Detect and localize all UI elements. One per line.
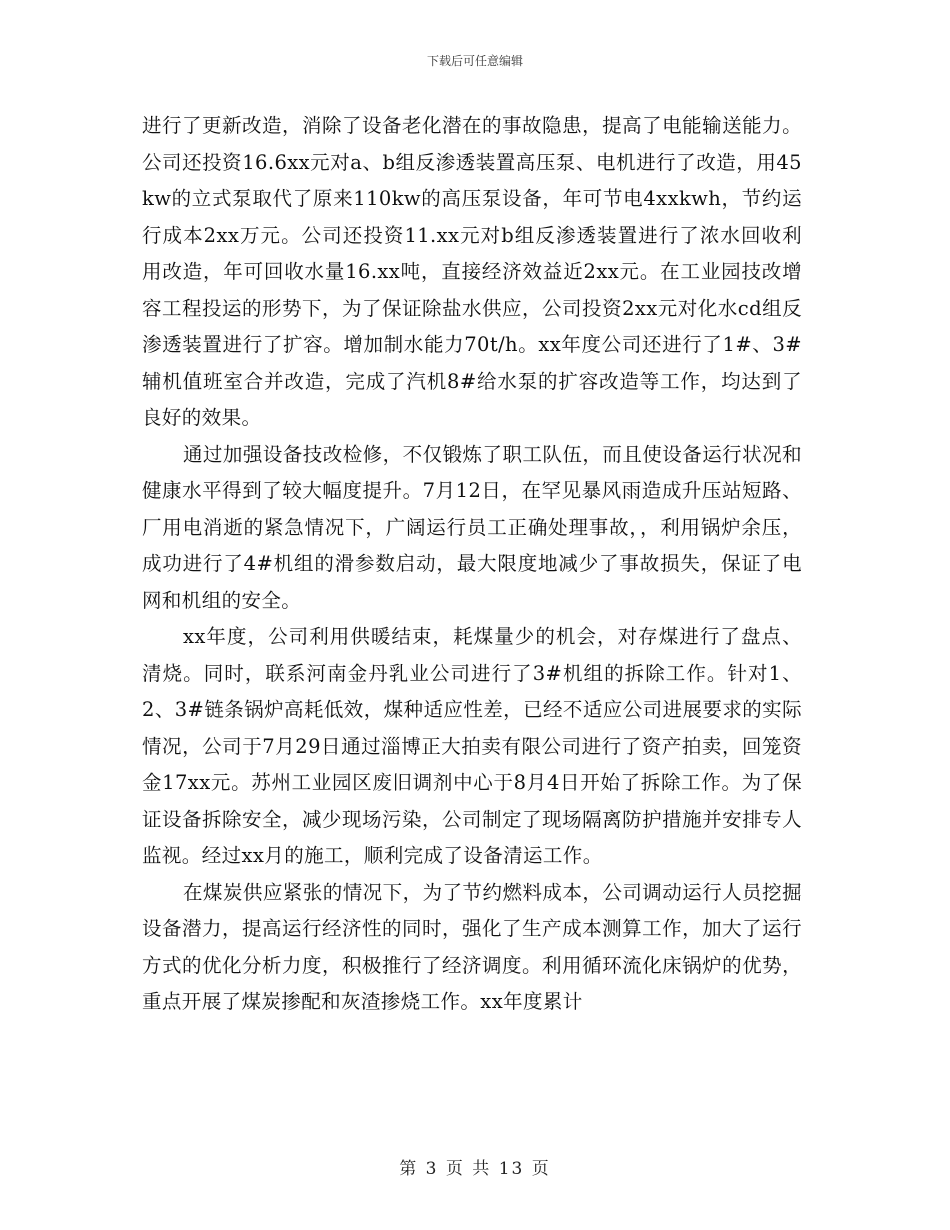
document-body [142, 108, 802, 1021]
paragraph: 在煤炭供应紧张的情况下，为了节约燃料成本，公司调动运行人员挖掘设备潜力，提高运行经济性的同时，强化了生产成本测算工作，加大了运行方式的优化分析力度，积极推行了经济调度。利用循环流化床锅炉的优势，重点开展了煤炭掺配和灰渣掺烧工作。xx年度累计 [142, 880, 802, 1013]
page-header-note: 下载后可任意编辑 [426, 54, 523, 68]
paragraph-continuation: 进行了更新改造，消除了设备老化潜在的事故隐患，提高了电能输送能力。公司还投资16.6xx元对a、b组反渗透装置高压泵、电机进行了改造，用45kw的立式泵取代了原来110kw的高压泵设备，年可节电4xxkwh，节约运行成本2xx万元。公司还投资11.xx元对b组反渗透装置进行了浓水回收利用改造，年可回收水量16.xx吨，直接经济效益近2xx元。在工业园技改增容工程投运的形势下，为了保证除盐水供应，公司投资2xx元对化水cd组反渗透装置进行了扩容。增加制水能力70t/h。xx年度公司还进行了1#、3#辅机值班室合并改造，完成了汽机8#给水泵的扩容改造等工作，均达到了良好的效果。 [142, 114, 802, 429]
page-number-footer: 第 3 页 共 13 页 [399, 1159, 551, 1179]
paragraph: xx年度，公司利用供暖结束，耗煤量少的机会，对存煤进行了盘点、清烧。同时，联系河南金丹乳业公司进行了3#机组的拆除工作。针对1、2、3#链条锅炉高耗低效，煤种适应性差，已经不适应公司进展要求的实际情况，公司于7月29日通过淄博正大拍卖有限公司进行了资产拍卖，回笼资金17xx元。苏州工业园区废旧调剂中心于8月4日开始了拆除工作。为了保证设备拆除安全，减少现场污染，公司制定了现场隔离防护措施并安排专人监视。经过xx月的施工，顺利完成了设备清运工作。 [142, 625, 802, 867]
paragraph: 通过加强设备技改检修，不仅锻炼了职工队伍，而且使设备运行状况和健康水平得到了较大幅度提升。7月12日，在罕见暴风雨造成升压站短路、厂用电消逝的紧急情况下，广阔运行员工正确处理事故，，利用锅炉余压，成功进行了4#机组的滑参数启动，最大限度地减少了事故损失，保证了电网和机组的安全。 [142, 442, 802, 612]
